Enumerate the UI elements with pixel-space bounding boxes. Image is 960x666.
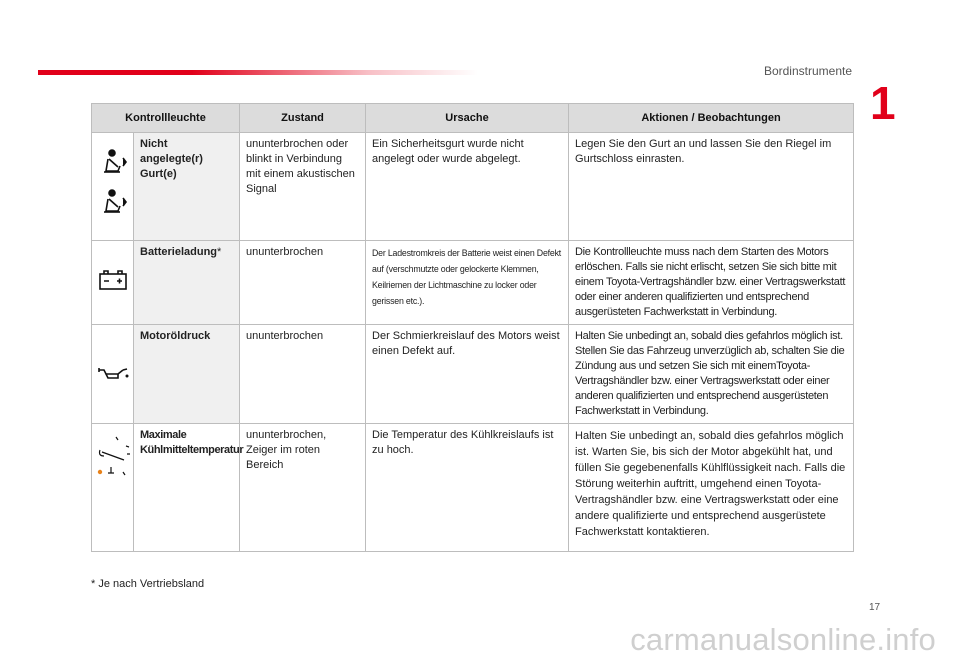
table-header-row: [92, 104, 854, 133]
warning-name: [134, 241, 240, 325]
table-row: [92, 325, 854, 424]
column-header-zustand: Zustand: [240, 104, 366, 133]
column-header-aktionen: Aktionen / Beobachtungen: [569, 104, 854, 133]
table-row: [92, 133, 854, 241]
warning-state: ununterbrochen: [240, 325, 366, 424]
warning-state: ununterbrochen oder blinkt in Verbindung mit einem akustischen Signal: [240, 133, 366, 241]
column-header-kontrollleuchte: Kontrollleuchte: [92, 104, 240, 133]
warning-action: Legen Sie den Gurt an und lassen Sie den Riegel im Gurtschloss einrasten.: [569, 133, 854, 241]
warning-name: Nicht angelegte(r) Gurt(e): [134, 133, 240, 241]
column-header-ursache: Ursache: [366, 104, 569, 133]
warning-action: Halten Sie unbedingt an, sobald dies gefahrlos möglich ist. Stellen Sie das Fahrzeug unverzüglich ab, schalten Sie die Zündung aus und setzen Sie sich mit einemToyota-Vertragshändler bzw. einer Vertragswerkstatt oder einer anderen qualifizierten und entsprechend ausgerüsteten Fachwerkstatt in Verbindung.: [569, 325, 854, 424]
battery-icon: [92, 241, 134, 325]
warning-name: Maximale Kühlmitteltemperatur: [134, 424, 240, 552]
table-row: [92, 241, 854, 325]
warning-state: ununterbrochen, Zeiger im roten Bereich: [240, 424, 366, 552]
warning-action: Die Kontrollleuchte muss nach dem Starten des Motors erlöschen. Falls sie nicht erlischt, setzen Sie sich bitte mit einem Toyota-Vertragshändler bzw. einer Vertragswerkstatt oder einer anderen qualifizierten und entsprechend ausgerüsteten Fachwerkstatt in Verbindung.: [569, 241, 854, 325]
warning-cause: Der Ladestromkreis der Batterie weist einen Defekt auf (verschmutzte oder gelockerte Klemmen, Keilriemen der Lichtmaschine zu locker oder gerissen etc.).: [366, 241, 569, 325]
coolant-temperature-icon: [92, 424, 134, 552]
section-title: Bordinstrumente: [763, 64, 852, 78]
table-row: [92, 424, 854, 552]
seatbelt-warning-icon: [92, 133, 134, 241]
header-accent-bar: [38, 70, 478, 75]
warning-name: Motoröldruck: [134, 325, 240, 424]
warning-state: ununterbrochen: [240, 241, 366, 325]
warning-name-text: Batterieladung: [140, 246, 218, 258]
warning-action: Halten Sie unbedingt an, sobald dies gefahrlos möglich ist. Warten Sie, bis sich der Motor abgekühlt hat, und füllen Sie gegebenenfalls Kühlflüssigkeit nach. Falls die Störung weiterhin auftritt, umgehend einen Toyota-Vertragshändler bzw. eine Vertragswerkstatt oder eine andere qualifizierte und entsprechend ausgerüstete Fachwerkstatt kontaktieren.: [569, 424, 854, 552]
warning-lights-table: [91, 103, 854, 552]
page-number: 17: [869, 602, 881, 613]
footnote-marker: *: [217, 246, 222, 258]
oil-pressure-icon: [92, 325, 134, 424]
warning-cause: Der Schmierkreislauf des Motors weist einen Defekt auf.: [366, 325, 569, 424]
warning-cause: Ein Sicherheitsgurt wurde nicht angelegt oder wurde abgelegt.: [366, 133, 569, 241]
warning-cause: Die Temperatur des Kühlkreislaufs ist zu hoch.: [366, 424, 569, 552]
chapter-number: 1: [870, 77, 896, 129]
watermark: carmanualsonline.info: [630, 622, 936, 657]
footnote: * Je nach Vertriebsland: [91, 578, 205, 590]
